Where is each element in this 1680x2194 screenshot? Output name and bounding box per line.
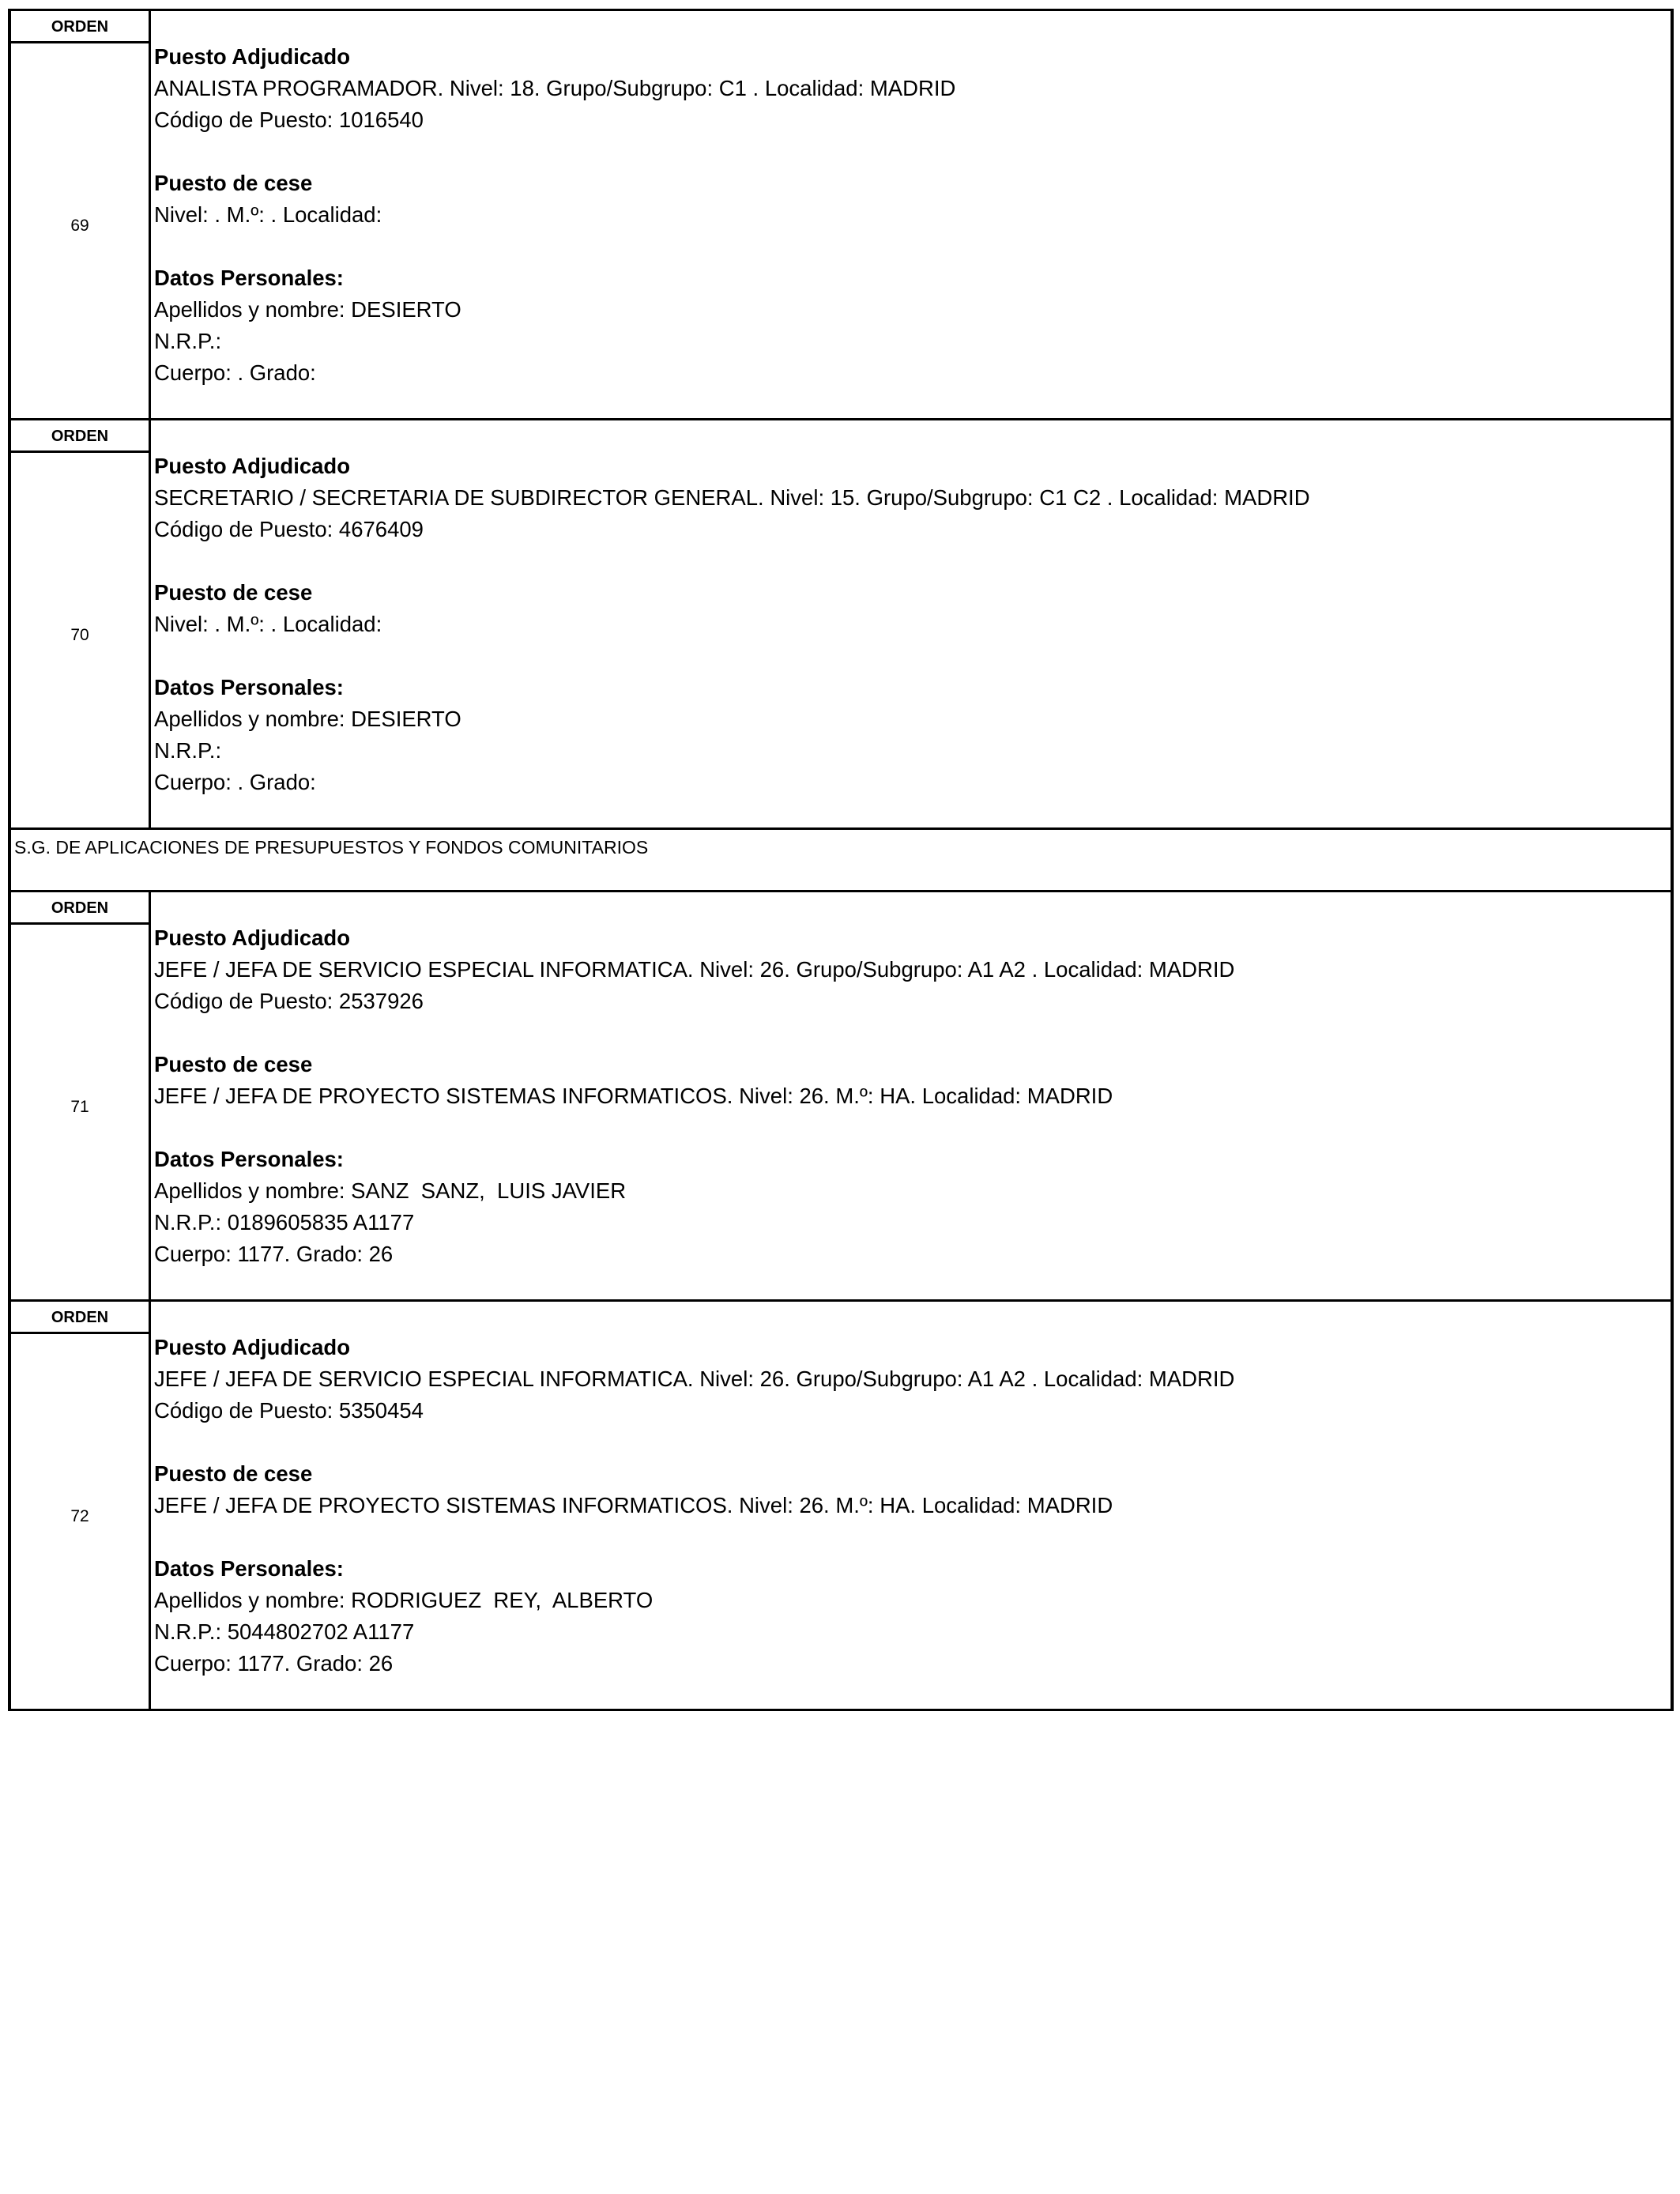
nrp: N.R.P.: xyxy=(154,329,222,353)
adjudicado-description: JEFE / JEFA DE SERVICIO ESPECIAL INFORMATICA. Nivel: 26. Grupo/Subgrupo: A1 A2 . Localidad: MADRID xyxy=(154,1367,1235,1391)
cese-heading: Puesto de cese xyxy=(154,171,313,195)
table-row xyxy=(11,418,1671,827)
entry-details xyxy=(151,420,1671,827)
adjudicado-heading: Puesto Adjudicado xyxy=(154,925,351,950)
cese-heading: Puesto de cese xyxy=(154,1461,313,1486)
orden-column xyxy=(11,420,151,827)
adjudicado-heading: Puesto Adjudicado xyxy=(154,44,351,69)
cuerpo-grado: Cuerpo: 1177. Grado: 26 xyxy=(154,1242,394,1266)
resolution-table xyxy=(8,9,1674,1711)
table-row xyxy=(11,890,1671,1299)
datos-heading: Datos Personales: xyxy=(154,675,344,699)
adjudicado-description: SECRETARIO / SECRETARIA DE SUBDIRECTOR GENERAL. Nivel: 15. Grupo/Subgrupo: C1 C2 . Localidad: MADRID xyxy=(154,485,1310,510)
orden-column xyxy=(11,1302,151,1709)
nrp: N.R.P.: 0189605835 A1177 xyxy=(154,1210,415,1235)
cese-heading: Puesto de cese xyxy=(154,580,313,605)
cuerpo-grado: Cuerpo: 1177. Grado: 26 xyxy=(154,1651,394,1676)
apellidos-nombre: Apellidos y nombre: RODRIGUEZ REY, ALBERTO xyxy=(154,1588,654,1612)
codigo-puesto: Código de Puesto: 5350454 xyxy=(154,1398,424,1423)
orden-number: 71 xyxy=(70,1098,89,1116)
apellidos-nombre: Apellidos y nombre: DESIERTO xyxy=(154,707,461,731)
cese-heading: Puesto de cese xyxy=(154,1052,313,1076)
adjudicado-heading: Puesto Adjudicado xyxy=(154,1335,351,1359)
adjudicado-description: JEFE / JEFA DE SERVICIO ESPECIAL INFORMATICA. Nivel: 26. Grupo/Subgrupo: A1 A2 . Localidad: MADRID xyxy=(154,957,1235,982)
entry-details xyxy=(151,1302,1671,1709)
entry-details xyxy=(151,892,1671,1299)
cese-description: Nivel: . M.º: . Localidad: xyxy=(154,612,382,636)
cese-description: JEFE / JEFA DE PROYECTO SISTEMAS INFORMATICOS. Nivel: 26. M.º: HA. Localidad: MADRID xyxy=(154,1493,1113,1517)
apellidos-nombre: Apellidos y nombre: SANZ SANZ, LUIS JAVIER xyxy=(154,1178,627,1203)
orden-header: ORDEN xyxy=(11,892,149,925)
section-title: S.G. DE APLICACIONES DE PRESUPUESTOS Y FONDOS COMUNITARIOS xyxy=(11,827,1671,890)
orden-header: ORDEN xyxy=(11,420,149,453)
adjudicado-description: ANALISTA PROGRAMADOR. Nivel: 18. Grupo/Subgrupo: C1 . Localidad: MADRID xyxy=(154,76,956,100)
datos-heading: Datos Personales: xyxy=(154,1556,344,1581)
codigo-puesto: Código de Puesto: 1016540 xyxy=(154,107,424,132)
adjudicado-heading: Puesto Adjudicado xyxy=(154,454,351,478)
cese-description: Nivel: . M.º: . Localidad: xyxy=(154,202,382,227)
nrp: N.R.P.: 5044802702 A1177 xyxy=(154,1619,415,1644)
datos-heading: Datos Personales: xyxy=(154,266,344,290)
orden-header: ORDEN xyxy=(11,1302,149,1334)
apellidos-nombre: Apellidos y nombre: DESIERTO xyxy=(154,297,461,322)
orden-number: 70 xyxy=(70,626,89,644)
orden-column xyxy=(11,11,151,418)
orden-number: 72 xyxy=(70,1507,89,1525)
nrp: N.R.P.: xyxy=(154,738,222,763)
cuerpo-grado: Cuerpo: . Grado: xyxy=(154,360,316,385)
orden-column xyxy=(11,892,151,1299)
cese-description: JEFE / JEFA DE PROYECTO SISTEMAS INFORMATICOS. Nivel: 26. M.º: HA. Localidad: MADRID xyxy=(154,1084,1113,1108)
datos-heading: Datos Personales: xyxy=(154,1147,344,1171)
orden-number: 69 xyxy=(70,217,89,235)
orden-header: ORDEN xyxy=(11,11,149,43)
table-row xyxy=(11,1299,1671,1709)
cuerpo-grado: Cuerpo: . Grado: xyxy=(154,770,316,794)
codigo-puesto: Código de Puesto: 4676409 xyxy=(154,517,424,541)
table-row xyxy=(11,9,1671,418)
codigo-puesto: Código de Puesto: 2537926 xyxy=(154,989,424,1013)
entry-details xyxy=(151,11,1671,418)
